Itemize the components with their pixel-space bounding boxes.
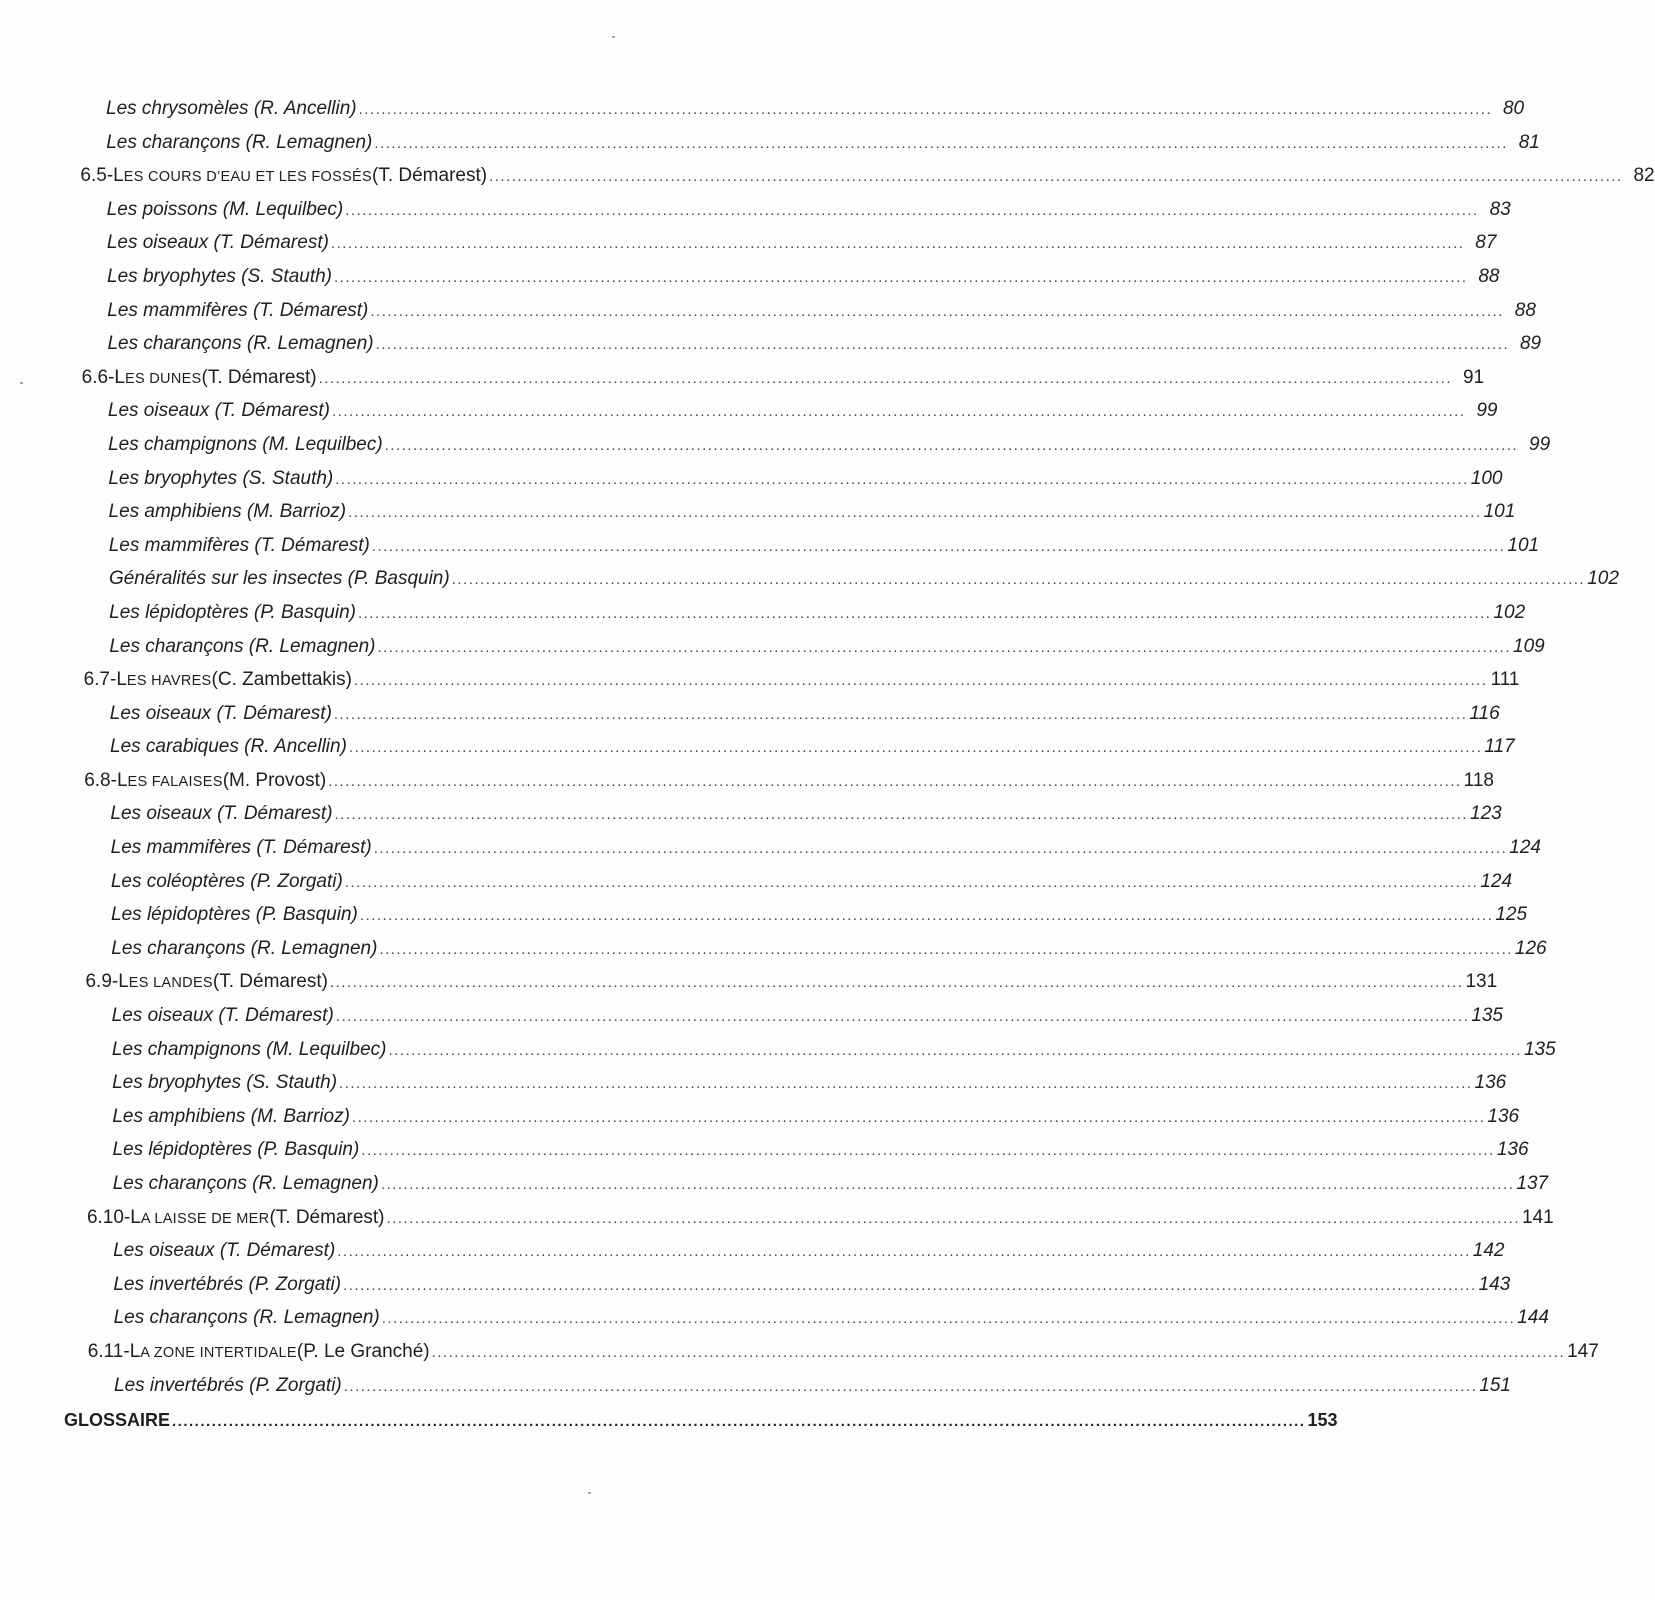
page-number: 101 — [1483, 501, 1516, 523]
dot-leader: ........................................................................................................................................................................................................ — [172, 1413, 1306, 1430]
subsection-title: Les lépidoptères (P. Basquin) — [109, 601, 356, 623]
dot-leader: ........................................................................................................................................................................................................ — [334, 806, 1469, 824]
page-number: 111 — [1490, 669, 1520, 691]
dot-leader: ........................................................................................................................................................................................................ — [335, 1008, 1470, 1026]
section-title — [118, 971, 213, 993]
subsection-title: Les amphibiens (M. Barrioz) — [108, 501, 347, 523]
subsection-title: Les charançons (R. Lemagnen) — [106, 131, 373, 153]
section-title-smallcaps: ES DUNES — [125, 370, 202, 387]
toc-subsection-entry — [0, 299, 1536, 334]
paper-speck — [20, 382, 23, 384]
page-number: 136 — [1474, 1072, 1507, 1094]
dot-leader: ........................................................................................................................................................................................................ — [377, 638, 1512, 656]
page-number: 123 — [1470, 803, 1502, 825]
page-number: 109 — [1513, 635, 1545, 657]
toc-section-entry — [0, 769, 1494, 804]
toc-subsection-entry — [0, 1072, 1507, 1106]
subsection-title: Les carabiques (R. Ancellin) — [110, 736, 347, 758]
toc-subsection-entry — [0, 1374, 1511, 1409]
page-number: 144 — [1517, 1307, 1549, 1329]
page-number: 82 — [1633, 165, 1655, 187]
page-number: 126 — [1514, 937, 1547, 959]
subsection-title: Les champignons (M. Lequilbec) — [111, 1038, 387, 1060]
section-title-initial: L — [114, 366, 125, 388]
page-number: 151 — [1479, 1374, 1511, 1396]
toc-section-entry — [0, 366, 1485, 401]
page-number: 101 — [1507, 534, 1540, 556]
section-author: (T. Démarest) — [372, 165, 488, 187]
section-number: 6.11- — [87, 1340, 130, 1362]
subsection-title: Les oiseaux (T. Démarest) — [106, 232, 329, 254]
toc-section-entry — [0, 165, 1655, 199]
page-number: 116 — [1469, 702, 1500, 724]
section-title-smallcaps: ES COURS D’EAU ET LES FOSSÉS — [123, 169, 372, 186]
toc-subsection-entry — [0, 534, 1540, 569]
paper-speck — [612, 36, 615, 38]
section-number: 6.6- — [81, 366, 115, 388]
section-title-initial: L — [118, 971, 129, 993]
toc-subsection-entry — [0, 635, 1545, 670]
section-title-smallcaps: ES LANDES — [128, 975, 213, 992]
toc-subsection-entry — [0, 1173, 1549, 1207]
subsection-title: Les mammifères (T. Démarest) — [108, 534, 370, 556]
page-number: 124 — [1509, 837, 1541, 859]
page-number: 143 — [1478, 1273, 1511, 1295]
dot-leader: ........................................................................................................................................................................................................ — [381, 1310, 1516, 1328]
toc-section-entry — [0, 971, 1498, 1005]
toc-subsection-entry — [0, 1273, 1511, 1308]
section-author: (T. Démarest) — [212, 971, 328, 993]
section-title — [117, 770, 223, 792]
page-number: 131 — [1465, 971, 1498, 993]
dot-leader: ........................................................................................................................................................................................................ — [374, 134, 1508, 152]
dot-leader: ........................................................................................................................................................................................................ — [380, 1176, 1515, 1193]
subsection-title: Les invertébrés (P. Zorgati) — [114, 1374, 342, 1396]
section-title — [130, 1207, 269, 1229]
page-number: 99 — [1476, 400, 1498, 422]
subsection-title: Les coléoptères (P. Zorgati) — [110, 870, 343, 892]
section-title — [114, 367, 201, 389]
page-number: 118 — [1463, 769, 1494, 791]
toc-subsection-entry — [0, 400, 1498, 434]
section-number: 6.10- — [86, 1206, 131, 1228]
toc-section-entry — [0, 669, 1520, 703]
subsection-title: Les oiseaux (T. Démarest) — [110, 803, 333, 825]
page-number: 135 — [1523, 1038, 1556, 1060]
page-number: 88 — [1478, 265, 1500, 287]
section-title-initial: L — [129, 1340, 141, 1362]
dot-leader: ........................................................................................................................................................................................................ — [334, 268, 1468, 286]
dot-leader: ........................................................................................................................................................................................................ — [330, 235, 1465, 253]
page-number: 135 — [1471, 1005, 1503, 1027]
toc-subsection-entry — [0, 131, 1540, 166]
dot-leader: ........................................................................................................................................................................................................ — [344, 873, 1479, 891]
toc-subsection-entry — [0, 837, 1541, 871]
dot-leader: ........................................................................................................................................................................................................ — [332, 403, 1466, 421]
subsection-title: Les oiseaux (T. Démarest) — [107, 400, 330, 422]
section-title-initial: L — [116, 769, 128, 791]
section-title-smallcaps: ES HAVRES — [126, 673, 212, 690]
dot-leader: ........................................................................................................................................................................................................ — [333, 705, 1468, 723]
toc-section-entry — [0, 1340, 1599, 1375]
subsection-title: Les charançons (R. Lemagnen) — [109, 635, 376, 657]
dot-leader: ........................................................................................................................................................................................................ — [328, 772, 1462, 790]
subsection-title: Les charançons (R. Lemagnen) — [107, 333, 374, 355]
section-number: 6.9- — [85, 971, 119, 993]
section-author: (T. Démarest) — [201, 366, 317, 388]
subsection-title: Les chrysomèles (R. Ancellin) — [106, 98, 357, 119]
subsection-title: Les charançons (R. Lemagnen) — [112, 1173, 379, 1194]
toc-subsection-entry — [0, 265, 1500, 300]
page-number: 147 — [1567, 1340, 1599, 1362]
toc-subsection-entry — [0, 98, 1525, 132]
subsection-title: Les charançons (R. Lemagnen) — [113, 1307, 380, 1329]
toc-subsection-entry — [0, 1038, 1556, 1073]
dot-leader: ........................................................................................................................................................................................................ — [384, 436, 1519, 454]
subsection-title: Les bryophytes (S. Stauth) — [112, 1072, 338, 1094]
subsection-title: Les champignons (M. Lequilbec) — [108, 433, 383, 455]
section-title — [116, 669, 211, 691]
section-title — [130, 1341, 297, 1363]
toc-subsection-entry — [0, 1105, 1520, 1140]
dot-leader: ........................................................................................................................................................................................................ — [329, 974, 1464, 992]
dot-leader: ........................................................................................................................................................................................................ — [370, 302, 1504, 320]
dot-leader: ........................................................................................................................................................................................................ — [451, 571, 1586, 589]
section-title-smallcaps: A LAISSE DE MER — [140, 1210, 270, 1227]
table-of-contents — [0, 98, 1655, 1408]
dot-leader: ........................................................................................................................................................................................................ — [386, 1209, 1521, 1227]
dot-leader: ........................................................................................................................................................................................................ — [335, 470, 1469, 488]
dot-leader: ........................................................................................................................................................................................................ — [431, 1343, 1566, 1361]
section-title-initial: L — [116, 669, 127, 691]
page-number: 142 — [1472, 1240, 1505, 1262]
toc-subsection-entry — [0, 433, 1551, 468]
subsection-title: Les amphibiens (M. Barrioz) — [112, 1105, 350, 1127]
dot-leader: ........................................................................................................................................................................................................ — [357, 604, 1492, 622]
glossary-page-number: 153 — [1307, 1410, 1338, 1430]
dot-leader: ........................................................................................................................................................................................................ — [348, 504, 1482, 522]
subsection-title: Les oiseaux (T. Démarest) — [109, 702, 332, 724]
page-number: 87 — [1475, 232, 1497, 254]
toc-subsection-entry — [0, 803, 1502, 837]
toc-section-entry — [0, 1206, 1554, 1241]
dot-leader: ........................................................................................................................................................................................................ — [345, 201, 1479, 219]
page-number: 80 — [1502, 98, 1525, 119]
dot-leader: ........................................................................................................................................................................................................ — [489, 168, 1623, 186]
page-number: 99 — [1529, 433, 1551, 455]
subsection-title: Les invertébrés (P. Zorgati) — [113, 1273, 342, 1295]
page-number: 137 — [1516, 1173, 1549, 1194]
section-title — [113, 165, 372, 187]
page-number: 100 — [1470, 467, 1503, 489]
subsection-title: Les oiseaux (T. Démarest) — [113, 1240, 336, 1262]
toc-subsection-entry — [0, 198, 1511, 233]
page-number: 89 — [1519, 333, 1542, 355]
toc-subsection-entry — [0, 501, 1516, 535]
section-author: (M. Provost) — [222, 769, 327, 791]
toc-subsection-entry — [0, 333, 1542, 367]
toc-subsection-entry — [0, 1307, 1549, 1341]
dot-leader: ........................................................................................................................................................................................................ — [371, 537, 1506, 555]
toc-subsection-entry — [0, 1005, 1503, 1039]
page-number: 88 — [1514, 299, 1536, 321]
subsection-title: Généralités sur les insectes (P. Basquin) — [108, 568, 450, 590]
toc-subsection-entry — [0, 736, 1515, 770]
toc-subsection-entry — [0, 937, 1547, 972]
dot-leader: ........................................................................................................................................................................................................ — [361, 1142, 1495, 1160]
dot-leader: ........................................................................................................................................................................................................ — [337, 1243, 1471, 1261]
dot-leader: ........................................................................................................................................................................................................ — [388, 1041, 1522, 1059]
subsection-title: Les mammifères (T. Démarest) — [107, 299, 369, 321]
dot-leader: ........................................................................................................................................................................................................ — [373, 840, 1508, 858]
dot-leader: ........................................................................................................................................................................................................ — [339, 1075, 1473, 1093]
page-number: 91 — [1462, 366, 1485, 388]
dot-leader: ........................................................................................................................................................................................................ — [343, 1276, 1477, 1294]
glossary-title: GLOSSAIRE — [64, 1410, 171, 1430]
section-author: (C. Zambettakis) — [211, 669, 352, 691]
subsection-title: Les lépidoptères (P. Basquin) — [111, 904, 358, 926]
section-number: 6.8- — [84, 769, 117, 791]
toc-subsection-entry — [0, 1139, 1529, 1173]
page-number: 81 — [1518, 131, 1540, 153]
subsection-title: Les bryophytes (S. Stauth) — [107, 265, 332, 287]
subsection-title: Les poissons (M. Lequilbec) — [106, 198, 344, 220]
dot-leader: ........................................................................................................................................................................................................ — [375, 336, 1510, 354]
dot-leader: ........................................................................................................................................................................................................ — [318, 369, 1453, 387]
subsection-title: Les oiseaux (T. Démarest) — [111, 1005, 334, 1027]
page-number: 102 — [1493, 601, 1526, 623]
subsection-title: Les mammifères (T. Démarest) — [110, 837, 372, 859]
page-number: 117 — [1484, 736, 1515, 758]
page-number: 141 — [1522, 1206, 1554, 1228]
toc-subsection-entry — [0, 232, 1497, 266]
section-number: 6.7- — [83, 669, 117, 691]
toc-subsection-entry — [0, 467, 1503, 502]
dot-leader: ........................................................................................................................................................................................................ — [358, 101, 1493, 118]
page-number: 102 — [1587, 568, 1619, 590]
page-number: 124 — [1480, 870, 1513, 892]
dot-leader: ........................................................................................................................................................................................................ — [348, 739, 1483, 757]
page-number: 125 — [1495, 904, 1528, 926]
subsection-title: Les lépidoptères (P. Basquin) — [112, 1139, 360, 1161]
toc-subsection-entry — [0, 1240, 1505, 1274]
section-author: (P. Le Granché) — [296, 1340, 430, 1362]
dot-leader: ........................................................................................................................................................................................................ — [379, 940, 1513, 958]
page-number: 136 — [1496, 1139, 1529, 1161]
subsection-title: Les bryophytes (S. Stauth) — [108, 467, 334, 489]
toc-subsection-entry — [0, 870, 1513, 905]
dot-leader: ........................................................................................................................................................................................................ — [353, 672, 1488, 690]
toc-subsection-entry — [0, 702, 1500, 737]
subsection-title: Les charançons (R. Lemagnen) — [111, 937, 378, 959]
glossary-entry — [64, 1410, 1338, 1431]
section-title-initial: L — [130, 1206, 141, 1228]
section-title-initial: L — [113, 165, 124, 187]
section-title-smallcaps: ES FALAISES — [127, 773, 223, 790]
paper-speck — [588, 1492, 591, 1494]
dot-leader: ........................................................................................................................................................................................................ — [343, 1377, 1478, 1395]
section-author: (T. Démarest) — [269, 1206, 385, 1228]
page-number: 136 — [1487, 1105, 1520, 1127]
toc-subsection-entry — [0, 601, 1526, 636]
section-title-smallcaps: A ZONE INTERTIDALE — [140, 1344, 297, 1361]
page-number: 83 — [1489, 198, 1511, 220]
toc-subsection-entry — [0, 904, 1528, 938]
dot-leader: ........................................................................................................................................................................................................ — [351, 1108, 1486, 1126]
toc-subsection-entry — [0, 568, 1619, 602]
dot-leader: ........................................................................................................................................................................................................ — [359, 907, 1494, 925]
section-number: 6.5- — [80, 165, 114, 187]
